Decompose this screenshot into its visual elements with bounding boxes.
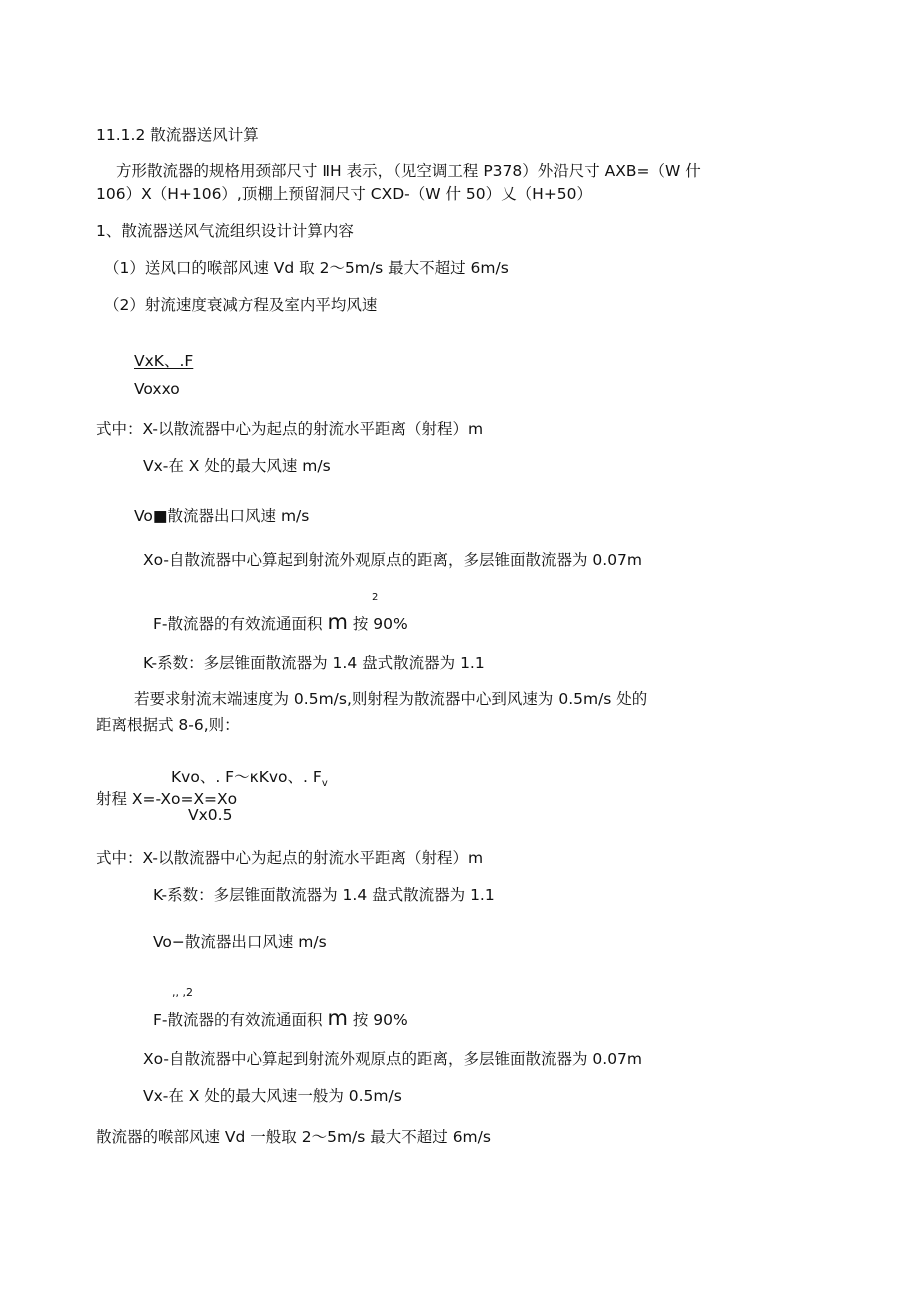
definition-item: K-系数：多层锥面散流器为 1.4 盘式散流器为 1.1 xyxy=(153,886,495,904)
definition-text: F-散流器的有效流通面积 xyxy=(153,615,323,633)
definition-text: F-散流器的有效流通面积 xyxy=(153,1011,323,1029)
definition-item: Xo-自散流器中心算起到射流外观原点的距离，多层锥面散流器为 0.07m xyxy=(143,1050,643,1068)
list-item-heading: 1、散流器送风气流组织设计计算内容 xyxy=(96,222,354,240)
paragraph-line: 若要求射流末端速度为 0.5m/s,则射程为散流器中心到风速为 0.5m/s 处的 xyxy=(134,690,648,708)
paragraph-line: 距离根据式 8-6,则： xyxy=(96,716,240,734)
definition-item: Vo−散流器出口风速 m/s xyxy=(153,933,327,951)
list-subitem: （1）送风口的喉部风速 Vd 取 2～5m/s 最大不超过 6m/s xyxy=(104,259,509,277)
definition-item: Vx-在 X 处的最大风速一般为 0.5m/s xyxy=(143,1087,402,1105)
subscript: v xyxy=(321,778,328,789)
paragraph-line: 散流器的喉部风速 Vd 一般取 2～5m/s 最大不超过 6m/s xyxy=(96,1128,491,1146)
definition-text: 按 90% xyxy=(352,1011,408,1029)
definition-item xyxy=(153,612,408,633)
equation-text: Kvo、. F～κKvo、. F xyxy=(171,768,322,786)
definition-item: K-系数：多层锥面散流器为 1.4 盘式散流器为 1.1 xyxy=(143,654,485,672)
equation-bottom: Vx0.5 xyxy=(188,806,233,824)
definition-item: Vx-在 X 处的最大风速 m/s xyxy=(143,457,331,475)
unit-symbol: m xyxy=(327,610,348,634)
paragraph-line: 106）X（H+106）,顶棚上预留洞尺寸 CXD-（W 什 50）乂（H+50） xyxy=(96,185,593,203)
superscript-marks: ,, ,2 xyxy=(172,986,193,999)
equation-middle: 射程 X=-Xo=X=Xo xyxy=(96,790,238,808)
section-title: 11.1.2 散流器送风计算 xyxy=(96,126,259,144)
definition-text: 按 90% xyxy=(352,615,408,633)
equation-top xyxy=(171,768,328,789)
unit-symbol: m xyxy=(327,1006,348,1030)
definition-item xyxy=(153,1008,408,1029)
definition-label: 式中：X-以散流器中心为起点的射流水平距离（射程）m xyxy=(96,420,484,438)
definition-item: Xo-自散流器中心算起到射流外观原点的距离，多层锥面散流器为 0.07m xyxy=(143,551,643,569)
definition-item: Vo■散流器出口风速 m/s xyxy=(134,507,310,525)
superscript: 2 xyxy=(372,592,379,603)
list-subitem: （2）射流速度衰减方程及室内平均风速 xyxy=(104,296,378,314)
equation-numerator: VxK、.F xyxy=(134,352,194,370)
definition-label: 式中：X-以散流器中心为起点的射流水平距离（射程）m xyxy=(96,849,484,867)
paragraph-line: 方形散流器的规格用颈部尺寸 ⅡH 表示，（见空调工程 P378）外沿尺寸 AXB=（W 什 xyxy=(116,162,701,180)
equation-denominator: Voxxo xyxy=(134,380,180,398)
